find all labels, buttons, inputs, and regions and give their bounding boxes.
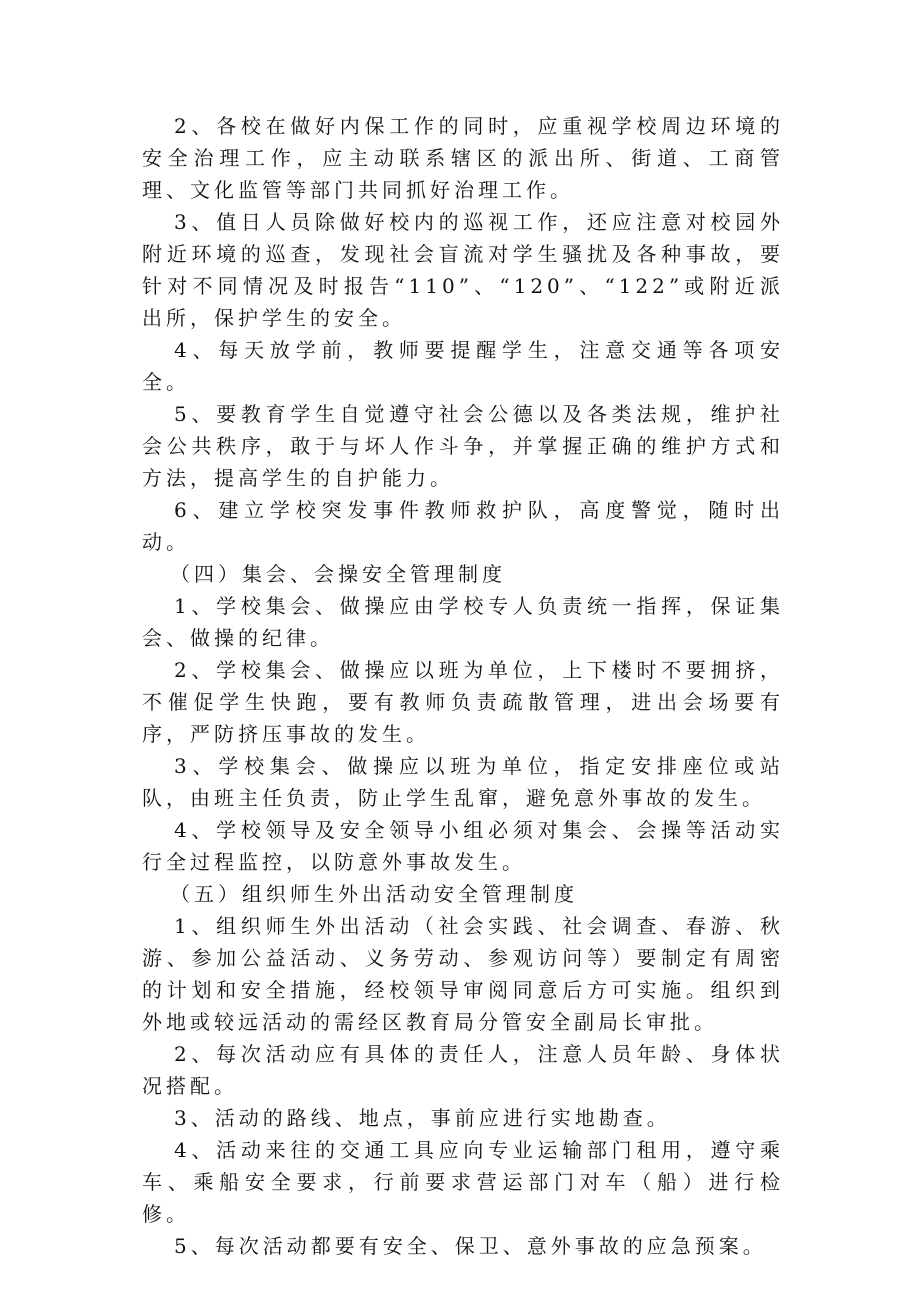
paragraph: 5、每次活动都要有安全、保卫、意外事故的应急预案。 bbox=[174, 1234, 767, 1258]
paragraph: 1、组织师生外出活动（社会实践、社会调查、春游、秋游、参加公益活动、义务劳动、参观访问等）要制定有周密的计划和安全措施，经校领导审阅同意后方可实施。组织到外地或较远活动的需经区教育局分管安全副局长审批。 bbox=[142, 914, 784, 1034]
paragraph: 4、活动来往的交通工具应向专业运输部门租用，遵守乘车、乘船安全要求，行前要求营运部门对车（船）进行检修。 bbox=[142, 1138, 784, 1226]
document-body bbox=[142, 110, 784, 1262]
paragraph: 3、活动的路线、地点，事前应进行实地勘查。 bbox=[174, 1106, 671, 1130]
section-heading: （四）集会、会操安全管理制度 bbox=[170, 562, 506, 586]
paragraph: 3、值日人员除做好校内的巡视工作，还应注意对校园外附近环境的巡查，发现社会盲流对学生骚扰及各种事故，要针对不同情况及时报告“110”、“120”、“122”或附近派出所，保护学生的安全。 bbox=[142, 210, 784, 330]
paragraph: 3、学校集会、做操应以班为单位，指定安排座位或站队，由班主任负责，防止学生乱窜，避免意外事故的发生。 bbox=[142, 754, 784, 810]
section-heading: （五）组织师生外出活动安全管理制度 bbox=[170, 882, 578, 906]
paragraph: 4、学校领导及安全领导小组必须对集会、会操等活动实行全过程监控，以防意外事故发生。 bbox=[142, 818, 784, 874]
paragraph: 6、建立学校突发事件教师救护队，高度警觉，随时出动。 bbox=[142, 498, 784, 554]
paragraph: 5、要教育学生自觉遵守社会公德以及各类法规，维护社会公共秩序，敢于与坏人作斗争，并掌握正确的维护方式和方法，提高学生的自护能力。 bbox=[142, 402, 784, 490]
paragraph: 1、学校集会、做操应由学校专人负责统一指挥，保证集会、做操的纪律。 bbox=[142, 594, 784, 650]
paragraph: 2、学校集会、做操应以班为单位，上下楼时不要拥挤，不催促学生快跑，要有教师负责疏散管理，进出会场要有序，严防挤压事故的发生。 bbox=[142, 658, 784, 746]
paragraph: 2、每次活动应有具体的责任人，注意人员年龄、身体状况搭配。 bbox=[142, 1042, 784, 1098]
paragraph: 2、各校在做好内保工作的同时，应重视学校周边环境的安全治理工作，应主动联系辖区的派出所、街道、工商管理、文化监管等部门共同抓好治理工作。 bbox=[142, 114, 784, 202]
paragraph: 4、每天放学前，教师要提醒学生，注意交通等各项安全。 bbox=[142, 338, 784, 394]
